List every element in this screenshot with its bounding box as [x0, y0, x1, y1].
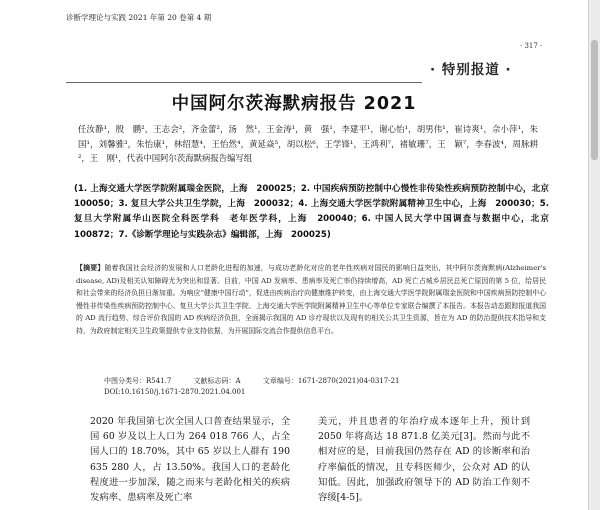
clc-number: 中图分类号：R541.7 [104, 377, 172, 385]
doi: DOI:10.16150/j.1671-2870.2021.04.001 [104, 388, 246, 396]
scrollbar-thumb[interactable] [591, 40, 598, 160]
article-id: 文章编号：1671-2870(2021)04-0317-21 [262, 377, 400, 385]
page-number: · 317 · [520, 42, 543, 50]
running-head: 诊断学理论与实践 2021 年第 20 卷第 4 期 [66, 13, 212, 22]
header-rule [66, 82, 422, 83]
article-metadata [104, 376, 399, 398]
author-list: 任汝静¹，殷 鹏²，王志会²，齐金蕾²，汤 然¹，王金涛¹，黄 强¹，李建平¹，谢心怡¹，胡男伟¹，崔诗爽¹，佘小萍¹，朱 国¹，刘馨雅³，朱怡康¹，林绍慧⁴，王怡然⁴，黄延焱⁵，胡以松⁶，王学锋¹，王鸿利⁷，褚敏珊⁷，王 颖⁷，李春波⁴，周脉耕²，王 刚¹，代表中国阿尔茨海默病报告编写组 [78, 124, 547, 163]
article-title: 中国阿尔茨海默病报告 2021 [171, 94, 417, 114]
abstract-text: 随着我国社会经济的发展和人口老龄化进程的加速，与成功老龄化对应的老年性疾病对国民的影响日益突出，其中阿尔茨海默病(Alzheimer's disease, AD)及相关认知障碍尤为突出和显著。目前，中国 AD 发病率、患病率及死亡率仍持续增高，AD 死亡占城乡居民总死亡原因的第 5 位，给居民和社会带来的经济负担日渐加重。为响应“健康中国行动”，促进由疾病治疗向健康维护转变，由上海交通大学医学院附属瑞金医院和中国疾病预防控制中心慢性非传染性疾病预防控制中心、复旦大学公共卫生学院、上海交通大学医学院附属精神卫生中心等单位专家联合编撰了本报告。本报告动态跟踪报道我国的 AD 流行趋势、综合评价我国的 AD 疾病经济负担，全面揭示我国的 AD 诊疗现状以及现有的相关公共卫生资源，旨在为 AD 的防治提供技术指导和支持，为政府制定相关卫生政策提供专业支持依据，为开展国际交流合作提供信息平台。 [76, 264, 546, 335]
section-tag: · 特别报道 · [430, 62, 512, 78]
affiliations: (1. 上海交通大学医学院附属瑞金医院，上海 200025；2. 中国疾病预防控制中心慢性非传染性疾病预防控制中心，北京 100050；3. 复旦大学公共卫生学院，上海 200032；4. 上海交通大学医学院附属精神卫生中心，上海 200030；5. 复旦大学附属华山医院全科医学科 老年医学科，上海 200040；6. 中国人民大学中国调查与数据中心，北京 100872；7.《诊断学理论与实践杂志》编辑部，上海 200025) [74, 184, 558, 240]
body-column-right: 美元，并且患者的年治疗成本逐年上升，预计到 2050 年将高达 18 871.8 亿美元[3]。然而与此不相对应的是，目前我国仍然存在 AD 的诊断率和治疗率偏低的情况，且专科医师少，公众对 AD 的认知低。因此，加强政府领导下的 AD 防治工作刻不容缓[4-5]。 [318, 416, 530, 504]
abstract-label: 【摘要】 [76, 264, 105, 272]
vertical-scrollbar[interactable] [588, 0, 600, 510]
document-code: 文献标志码：A [193, 377, 241, 385]
abstract [76, 262, 546, 338]
body-column-left: 2020 年我国第七次全国人口普查结果显示，全国 60 岁及以上人口为 264 018 766 人，占全国人口的 18.70%，其中 65 岁以上人群有 190 635 280 人，占 13.50%。我国人口的老龄化程度进一步加深，随之而来与老龄化相关的疾病发病率、患病率及死亡率 [90, 416, 290, 504]
